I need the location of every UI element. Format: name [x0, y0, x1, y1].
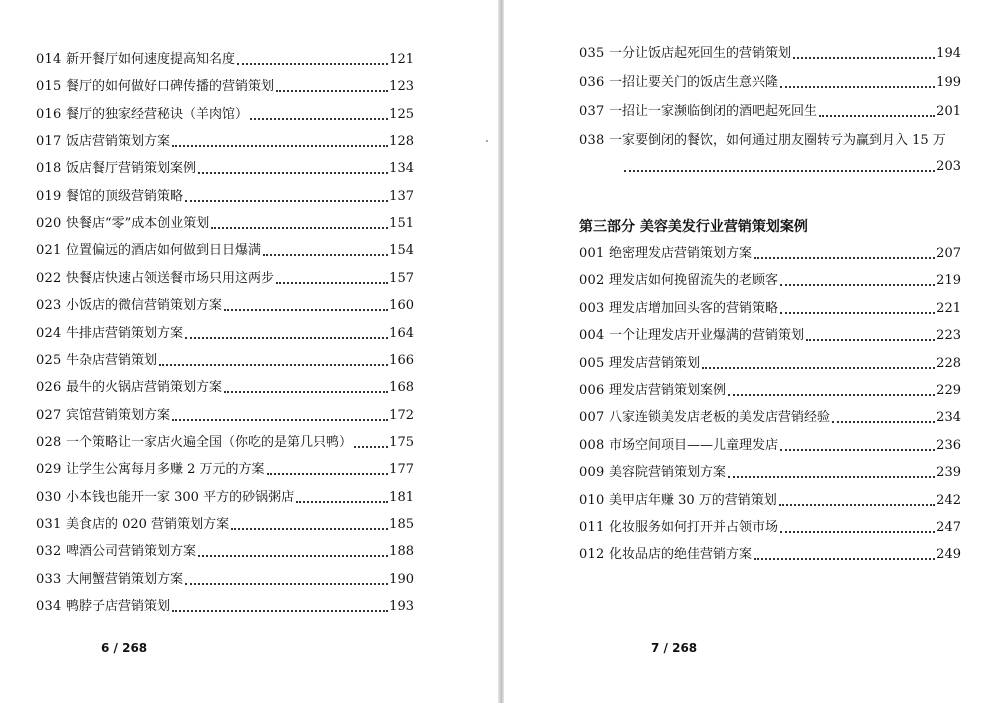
toc-entry[interactable] — [579, 464, 961, 481]
toc-entry-page: 175 — [389, 434, 414, 450]
toc-entry-title: 理发店营销策划案例 — [609, 383, 727, 398]
toc-entry-page: 121 — [389, 52, 414, 67]
right-page — [504, 0, 1000, 703]
toc-entry[interactable] — [36, 543, 414, 560]
toc-entry-number: 027 — [36, 407, 62, 423]
toc-entry-number: 037 — [579, 104, 605, 119]
toc-entry-number: 024 — [36, 325, 62, 341]
toc-entry-number: 019 — [36, 188, 62, 204]
toc-entry-page: 177 — [389, 462, 414, 478]
toc-entry-page: 154 — [389, 243, 414, 259]
toc-leader-dots — [780, 284, 935, 286]
toc-entry-page: 190 — [389, 571, 414, 587]
toc-entry-title: 化妆品店的绝佳营销方案 — [609, 547, 753, 563]
toc-entry[interactable] — [36, 78, 414, 95]
toc-entry[interactable] — [36, 461, 414, 478]
toc-entry[interactable] — [579, 132, 961, 175]
toc-entry-title: 牛排店营销策划方案 — [66, 325, 184, 341]
toc-leader-dots — [276, 90, 388, 92]
toc-entry[interactable] — [579, 546, 961, 563]
toc-entry-number: 002 — [579, 273, 605, 289]
toc-entry-page: 234 — [936, 410, 961, 426]
toc-entry-number: 014 — [36, 52, 62, 67]
toc-entry-number: 012 — [579, 547, 605, 563]
toc-entry-title: 美容院营销策划方案 — [609, 465, 727, 481]
toc-entry[interactable] — [36, 571, 414, 588]
toc-entry-page: 193 — [389, 599, 414, 614]
toc-entry-number: 001 — [579, 246, 605, 261]
toc-entry[interactable] — [579, 409, 961, 426]
toc-leader-dots — [296, 501, 388, 503]
toc-entry-page: 160 — [389, 298, 414, 314]
toc-entry-title: 一个策略让一家店火遍全国（你吃的是第几只鸭） — [66, 434, 353, 450]
toc-entry-title: 快餐店“零”成本创业策划 — [66, 216, 210, 232]
toc-leader-dots — [211, 227, 388, 229]
toc-entry-page: 151 — [389, 216, 414, 232]
toc-entry-title: 鸭脖子店营销策划 — [66, 599, 171, 614]
toc-leader-dots — [185, 583, 388, 585]
toc-entry-page: 194 — [936, 46, 961, 61]
toc-leader-dots — [780, 531, 935, 533]
toc-entry-page: 123 — [389, 79, 414, 95]
toc-entry-page: 201 — [936, 104, 961, 119]
toc-entry[interactable] — [36, 516, 414, 533]
toc-leader-dots — [159, 364, 388, 366]
toc-entry-title: 大闸蟹营销策划方案 — [66, 571, 184, 587]
toc-entry-page: 172 — [389, 407, 414, 423]
toc-leader-dots — [198, 172, 388, 174]
toc-entry-page: 223 — [936, 328, 961, 344]
toc-entry[interactable] — [36, 407, 414, 424]
toc-entry-number: 022 — [36, 270, 62, 286]
toc-leader-dots — [780, 86, 935, 88]
toc-entry[interactable] — [36, 270, 414, 287]
toc-entry-number: 011 — [579, 520, 605, 535]
toc-entry-title: 化妆服务如何打开并占领市场 — [609, 520, 779, 535]
toc-entry-title: 最牛的火锅店营销策划方案 — [66, 380, 223, 396]
toc-entry-title: 绝密理发店营销策划方案 — [609, 246, 753, 261]
toc-entry-number: 033 — [36, 571, 62, 587]
toc-entry-number: 034 — [36, 599, 62, 614]
toc-entry-title: 小本钱也能开一家 300 平方的砂锅粥店 — [66, 489, 295, 505]
toc-entry-number: 031 — [36, 516, 62, 532]
toc-entry-page: 239 — [936, 465, 961, 481]
toc-entry-title: 美甲店年赚 30 万的营销策划 — [609, 492, 777, 508]
toc-entry-number: 009 — [579, 465, 605, 481]
toc-entry[interactable] — [36, 352, 414, 369]
toc-entry[interactable] — [36, 133, 414, 150]
section-title: 第三部分 美容美发行业营销策划案例 — [579, 219, 808, 235]
scan-speck — [486, 140, 488, 142]
toc-entry-number: 008 — [579, 437, 605, 453]
toc-leader-dots — [231, 528, 388, 530]
toc-entry-page: 247 — [936, 520, 961, 535]
toc-entry-number: 032 — [36, 544, 62, 560]
toc-leader-dots — [779, 504, 935, 506]
toc-entry-page: 134 — [389, 161, 414, 177]
toc-entry[interactable] — [36, 215, 414, 232]
toc-entry-title: 理发店如何挽留流失的老顾客 — [609, 273, 779, 289]
toc-entry[interactable] — [579, 519, 961, 536]
toc-entry-title: 餐厅的如何做好口碑传播的营销策划 — [66, 79, 275, 95]
toc-entry-title: 美食店的 020 营销策划方案 — [66, 516, 230, 532]
toc-entry-number: 036 — [579, 75, 605, 90]
toc-entry-title: 小饭店的微信营销策划方案 — [66, 298, 223, 314]
toc-leader-dots — [832, 421, 935, 423]
toc-entry-page: 228 — [936, 355, 961, 371]
toc-leader-dots — [250, 118, 388, 120]
toc-entry-number: 003 — [579, 300, 605, 316]
toc-entry[interactable] — [579, 355, 961, 372]
toc-entry-page: 199 — [936, 75, 961, 90]
toc-entry-page: 203 — [936, 159, 961, 174]
toc-entry[interactable] — [579, 492, 961, 509]
toc-entry-page: 207 — [936, 246, 961, 261]
toc-entry-number: 006 — [579, 383, 605, 398]
toc-leader-dots — [728, 476, 935, 478]
toc-entry[interactable] — [579, 103, 961, 120]
toc-entry-page: 137 — [389, 188, 414, 204]
toc-entry-number: 028 — [36, 434, 62, 450]
toc-entry[interactable] — [579, 45, 961, 62]
toc-entry-page: 242 — [936, 492, 961, 508]
toc-entry[interactable] — [579, 327, 961, 344]
toc-entry-page: 188 — [389, 544, 414, 560]
toc-entry-number: 021 — [36, 243, 62, 259]
toc-entry-number: 026 — [36, 380, 62, 396]
toc-leader-dots — [728, 394, 935, 396]
toc-entry-number: 025 — [36, 352, 62, 368]
toc-entry-title: 餐馆的顶级营销策略 — [66, 188, 184, 204]
toc-entry-title: 市场空间项目——儿童理发店 — [609, 437, 779, 453]
toc-leader-dots — [185, 337, 388, 339]
toc-leader-dots — [267, 473, 389, 475]
toc-entry[interactable] — [36, 434, 414, 451]
toc-entry-title: 一家要倒闭的餐饮，如何通过朋友圈转亏为赢到月入 15 万 — [609, 133, 946, 148]
toc-entry[interactable] — [579, 272, 961, 289]
toc-entry-title: 理发店营销策划 — [609, 355, 701, 371]
toc-entry[interactable] — [36, 242, 414, 259]
toc-entry-number: 035 — [579, 46, 605, 61]
toc-leader-dots — [224, 391, 388, 393]
toc-entry-title: 一招让要关门的饭店生意兴隆 — [609, 75, 779, 90]
toc-entry-page: 168 — [389, 380, 414, 396]
toc-entry-title: 快餐店快速占领送餐市场只用这两步 — [66, 270, 275, 286]
toc-leader-dots — [819, 115, 935, 117]
toc-entry[interactable] — [36, 297, 414, 314]
toc-entry[interactable] — [36, 325, 414, 342]
toc-entry-title: 理发店增加回头客的营销策略 — [609, 300, 779, 316]
toc-leader-dots — [780, 312, 935, 314]
toc-entry-page: 128 — [389, 134, 414, 150]
toc-entry[interactable] — [579, 74, 961, 91]
toc-entry[interactable] — [579, 437, 961, 454]
toc-entry-page: 164 — [389, 325, 414, 341]
toc-leader-dots — [806, 339, 935, 341]
toc-leader-dots — [198, 555, 388, 557]
toc-entry-title: 饭店餐厅营销策划案例 — [66, 161, 197, 177]
toc-entry-number: 017 — [36, 134, 62, 150]
toc-entry-number: 007 — [579, 410, 605, 426]
left-page-number: 6 / 268 — [101, 641, 148, 655]
toc-leader-dots — [624, 170, 935, 172]
toc-entry-title: 牛杂店营销策划 — [66, 352, 158, 368]
toc-leader-dots — [263, 254, 388, 256]
toc-entry-page: 125 — [389, 106, 414, 122]
toc-leader-dots — [237, 63, 388, 65]
toc-leader-dots — [702, 367, 935, 369]
toc-entry-page: 236 — [936, 437, 961, 453]
toc-leader-dots — [172, 419, 388, 421]
toc-entry-number: 005 — [579, 355, 605, 371]
toc-entry-page: 181 — [389, 489, 414, 505]
right-page-number: 7 / 268 — [651, 641, 698, 655]
toc-entry-number: 029 — [36, 462, 62, 478]
toc-entry-number: 038 — [579, 133, 605, 148]
toc-entry-title: 八家连锁美发店老板的美发店营销经验 — [609, 410, 831, 426]
toc-entry-page: 229 — [936, 383, 961, 398]
toc-entry-page: 157 — [389, 270, 414, 286]
toc-entry[interactable] — [36, 51, 414, 68]
toc-entry-page: 185 — [389, 516, 414, 532]
toc-entry-number: 016 — [36, 106, 62, 122]
toc-leader-dots — [754, 558, 935, 560]
toc-entry-number: 004 — [579, 328, 605, 344]
toc-leader-dots — [793, 57, 935, 59]
toc-entry-page: 219 — [936, 273, 961, 289]
toc-entry-title: 一个让理发店开业爆满的营销策划 — [609, 328, 805, 344]
toc-entry[interactable] — [36, 489, 414, 506]
toc-leader-dots — [354, 446, 388, 448]
toc-leader-dots — [224, 309, 388, 311]
toc-entry[interactable] — [36, 379, 414, 396]
toc-entry-title: 位置偏远的酒店如何做到日日爆满 — [66, 243, 262, 259]
toc-entry-title: 一招让一家濒临倒闭的酒吧起死回生 — [609, 104, 818, 119]
toc-entry-title: 宾馆营销策划方案 — [66, 407, 171, 423]
toc-entry-number: 020 — [36, 216, 62, 232]
toc-entry-title: 新开餐厅如何速度提高知名度 — [66, 52, 236, 67]
toc-leader-dots — [172, 610, 388, 612]
toc-leader-dots — [780, 449, 935, 451]
toc-entry-number: 015 — [36, 79, 62, 95]
toc-leader-dots — [754, 257, 935, 259]
toc-entry[interactable] — [579, 382, 961, 399]
toc-entry[interactable] — [36, 106, 414, 123]
toc-entry-number: 023 — [36, 298, 62, 314]
toc-entry-number: 018 — [36, 161, 62, 177]
toc-entry-page: 166 — [389, 352, 414, 368]
toc-entry-number: 030 — [36, 489, 62, 505]
toc-leader-dots — [185, 200, 388, 202]
toc-entry-title: 啤酒公司营销策划方案 — [66, 544, 197, 560]
toc-entry[interactable] — [36, 160, 414, 177]
toc-leader-dots — [276, 282, 388, 284]
toc-entry[interactable] — [579, 300, 961, 317]
toc-leader-dots — [172, 145, 388, 147]
toc-entry-title: 让学生公寓每月多赚 2 万元的方案 — [66, 462, 265, 478]
toc-entry-title: 一分让饭店起死回生的营销策划 — [609, 46, 792, 61]
toc-entry-title: 餐厅的独家经营秘诀（羊肉馆） — [66, 106, 249, 122]
toc-entry[interactable] — [36, 598, 414, 615]
toc-entry-title: 饭店营销策划方案 — [66, 134, 171, 150]
toc-entry-page: 221 — [936, 300, 961, 316]
toc-entry-number: 010 — [579, 492, 605, 508]
toc-entry[interactable] — [36, 188, 414, 205]
toc-entry-page: 249 — [936, 547, 961, 563]
toc-entry[interactable] — [579, 245, 961, 262]
